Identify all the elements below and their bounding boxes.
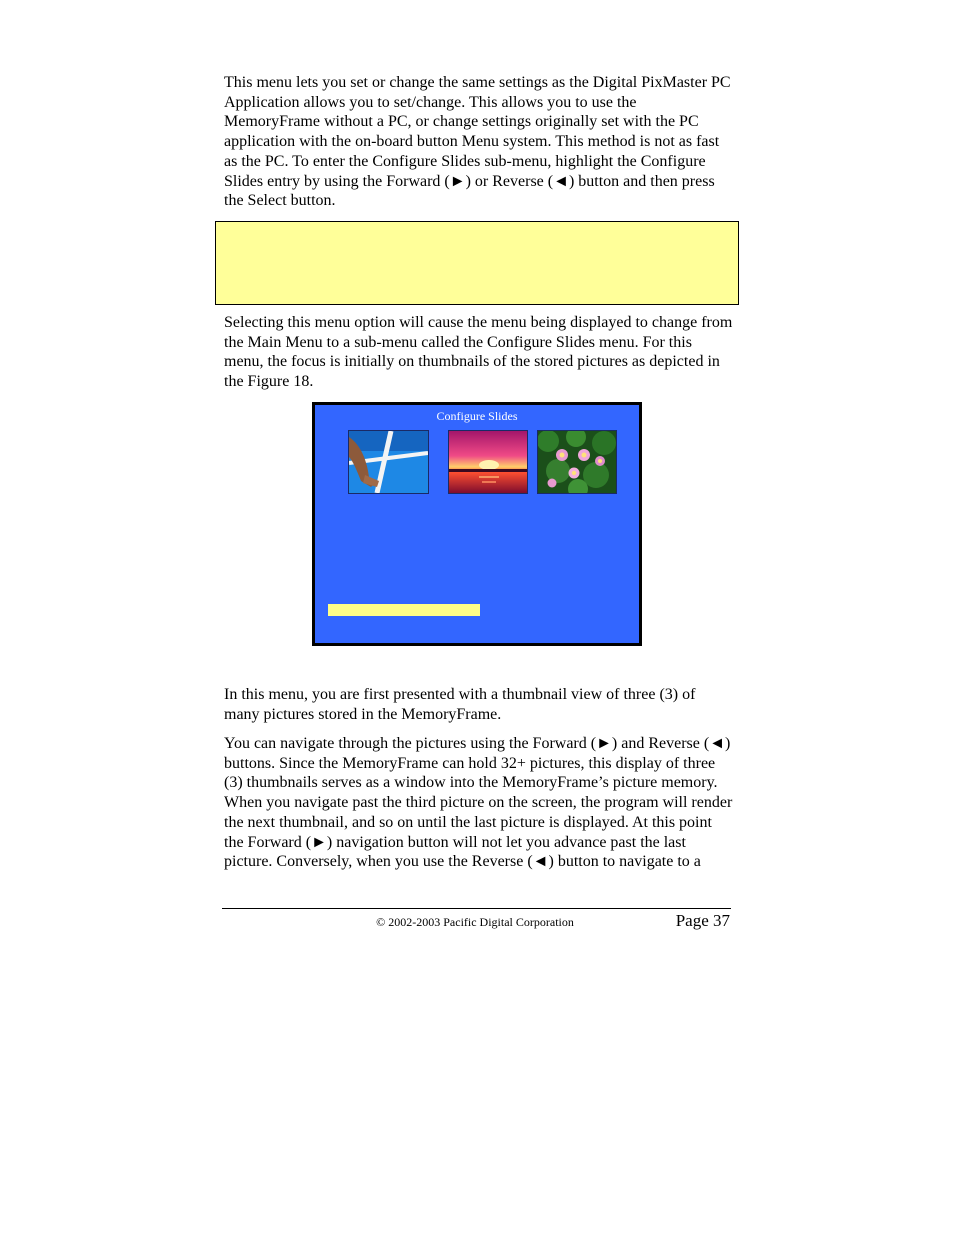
configure-slides-screen — [312, 402, 642, 646]
tennis-court-photo[interactable] — [348, 430, 429, 494]
thumbnail-view-paragraph: In this menu, you are first presented with a thumbnail view of three (3) of many pictures stored in the MemoryFrame. — [224, 686, 696, 723]
navigation-paragraph: You can navigate through the pictures using the Forward (►) and Reverse (◄) buttons. Since the MemoryFrame can hold 32+ pictures, this display of three (3) thumbnails serves as a window into the MemoryFrame’s picture memory. When you navigate past the third picture on the screen, the program will render the next thumbnail, and so on until the last picture is displayed. At this point the Forward (►) navigation button will not let you advance past the last picture. Conversely, when you use the Reverse (◄) button to navigate to a — [224, 735, 733, 871]
footer-rule — [222, 908, 731, 909]
selecting-paragraph: Selecting this menu option will cause the menu being displayed to change from the Main Menu to a sub-menu called the Configure Slides menu. For this menu, the focus is initially on thumbnails of the stored pictures as depicted in the Figure 18. — [224, 314, 733, 391]
copyright-text: © 2002-2003 Pacific Digital Corporation — [376, 915, 574, 929]
page-number: Page 37 — [675, 911, 730, 930]
note-box — [215, 221, 739, 305]
screen-title: Configure Slides — [436, 409, 518, 423]
highlight-bar — [328, 604, 480, 616]
sunset-photo[interactable] — [448, 430, 528, 494]
intro-paragraph: This menu lets you set or change the same settings as the Digital PixMaster PC Application allows you to set/change. This allows you to use the MemoryFrame without a PC, or change settings originally set with the PC application with the on-board button Menu system. This method is not as fast as the PC. To enter the Configure Slides sub-menu, highlight the Configure Slides entry by using the Forward (►) or Reverse (◄) button and then press the Select button. — [224, 74, 731, 210]
water-lilies-photo[interactable] — [537, 430, 617, 494]
